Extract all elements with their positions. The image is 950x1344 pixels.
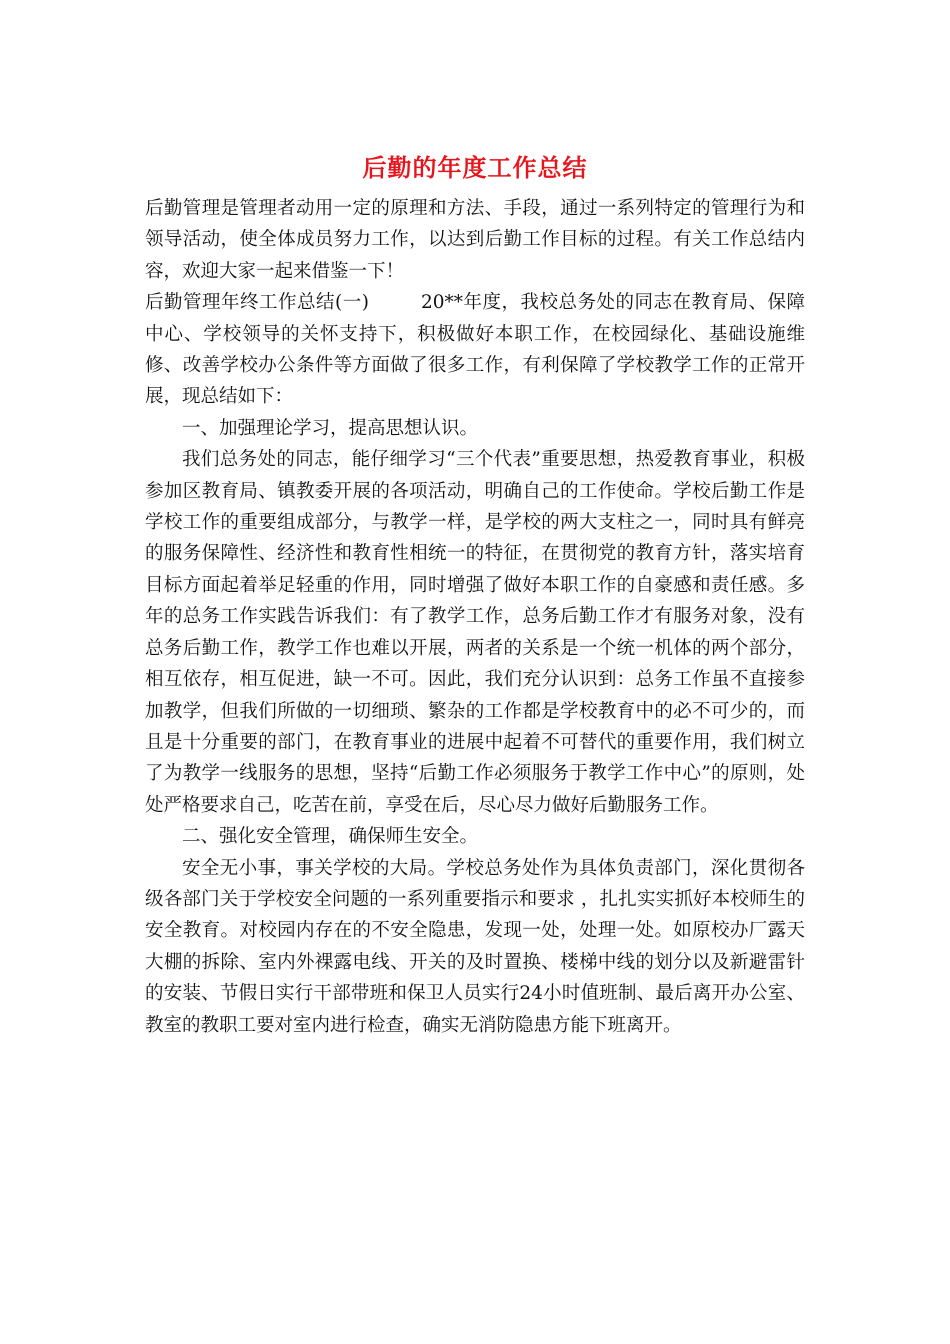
section-opening-text: 20**年度，我校总务处的同志在教育局、保障中心、学校领导的关怀支持下，积极做好本职工作，在校园绿化、基础设施维修、改善学校办公条件等方面做了很多工作，有利保障了学校教学工作的正常开展，现总结如下： [145,292,806,408]
document-title: 后勤的年度工作总结 [362,153,588,182]
paragraph-2: 安全无小事，事关学校的大局。学校总务处作为具体负责部门，深化贯彻各级各部门关于学校安全问题的一系列重要指示和要求 ，扎扎实实抓好本校师生的安全教育。对校园内存在的不安全隐患，发现一处，处理一处。如原校办厂露天大棚的拆除、室内外裸露电线、开关的及时置换、楼梯中线的划分以及新避雷针的安装、节假日实行干部带班和保卫人员实行24小时值班制、最后离开办公室、教室的教职工要对室内进行检查，确实无消防隐患方能下班离开。 [145,857,805,1036]
section-opening-paragraph [145,287,805,413]
document-body [145,193,805,1041]
section-label: 后勤管理年终工作总结(一) [145,292,369,314]
paragraph-1: 我们总务处的同志，能仔细学习“三个代表”重要思想，热爱教育事业，积极参加区教育局、镇教委开展的各项活动，明确自己的工作使命。学校后勤工作是学校工作的重要组成部分，与教学一样，是学校的两大支柱之一，同时具有鲜亮的服务保障性、经济性和教育性相统一的特征，在贯彻党的教育方针，落实培育目标方面起着举足轻重的作用，同时增强了做好本职工作的自豪感和责任感。多年的总务工作实践告诉我们：有了教学工作，总务后勤工作才有服务对象，没有总务后勤工作，教学工作也难以开展，两者的关系是一个统一机体的两个部分，相互依存，相互促进，缺一不可。因此，我们充分认识到：总务工作虽不直接参加教学，但我们所做的一切细琐、繁杂的工作都是学校教育中的必不可少的，而且是十分重要的部门，在教育事业的进展中起着不可替代的重要作用，我们树立了为教学一线服务的思想，坚持“后勤工作必须服务于教学工作中心”的原则，处处严格要求自己，吃苦在前，享受在后，尽心尽力做好后勤服务工作。 [145,449,805,816]
heading-2: 二、强化安全管理，确保师生安全。 [182,826,479,848]
heading-1: 一、加强理论学习，提高思想认识。 [182,417,479,439]
intro-paragraph: 后勤管理是管理者动用一定的原理和方法、手段，通过一系列特定的管理行为和领导活动，使全体成员努力工作，以达到后勤工作目标的过程。有关工作总结内容，欢迎大家一起来借鉴一下！ [145,198,805,282]
